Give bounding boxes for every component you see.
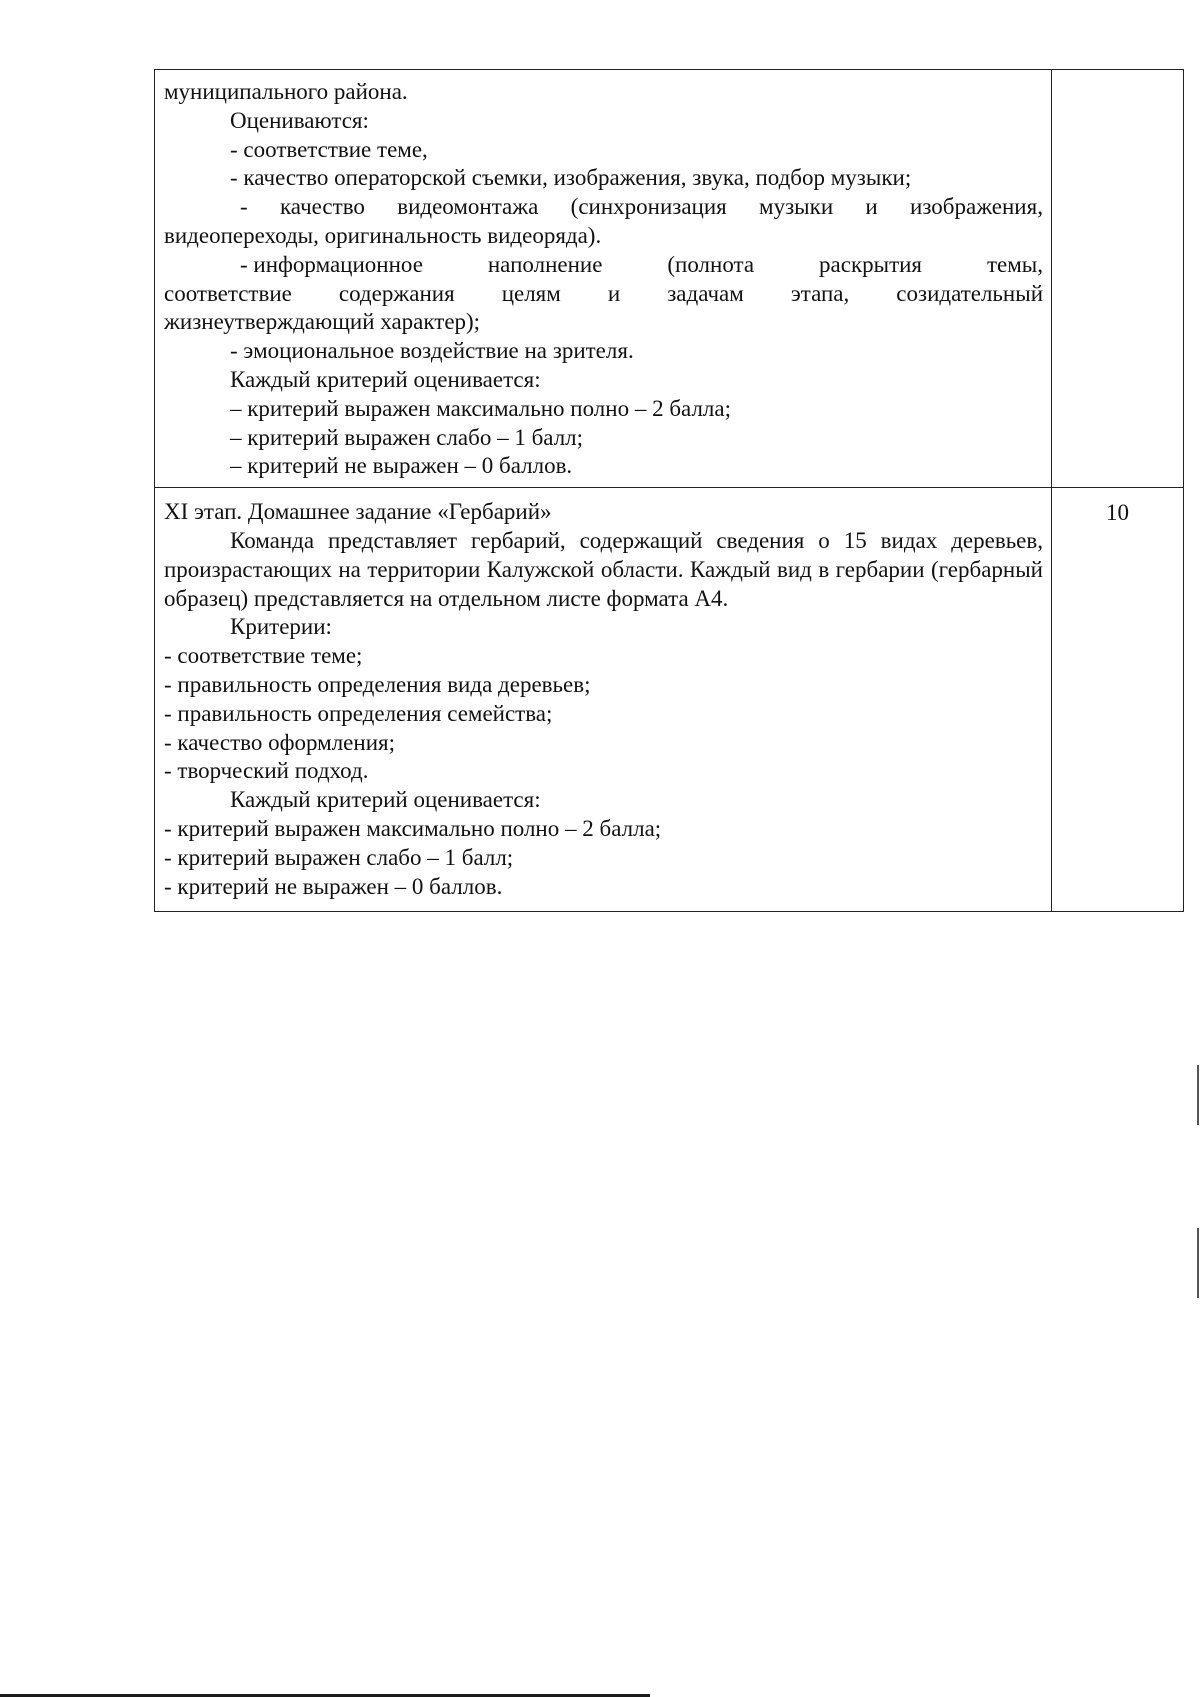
score-cell: 10 [1052,488,1184,912]
word: задачам [667,280,744,306]
word: (полнота [667,251,755,277]
criterion-item: - качество операторской съемки, изображения, звука, подбор музыки; [230,165,912,191]
criterion-item: - творческий подход. [164,758,369,784]
criterion-item: - правильность определения семейства; [164,700,553,726]
info-criterion-line1 [164,251,1043,280]
stage-title: XI этап. Домашнее задание «Гербарий» [164,499,552,525]
word: качество [279,194,365,220]
word: раскрытия [819,251,923,277]
word: целям [501,280,561,306]
word: музыки [759,194,834,220]
scoring-item: - критерий выражен слабо – 1 балл; [164,844,514,870]
stage-description-cell [155,70,1052,488]
scoring-item: – критерий не выражен – 0 баллов. [230,453,573,479]
word: видеомонтажа [397,194,539,220]
each-criterion-heading: Каждый критерий оценивается: [230,366,541,392]
criterion-item: - соответствие теме; [164,643,363,669]
info-criterion-line2 [164,280,1043,309]
scoring-item: – критерий выражен слабо – 1 балл; [230,424,584,450]
scoring-item: - критерий не выражен – 0 баллов. [164,873,503,899]
table-row-herbarium-stage [155,488,1184,912]
criterion-item: - правильность определения вида деревьев; [164,671,591,697]
emotional-criterion: - эмоциональное воздействие на зрителя. [230,338,634,364]
each-criterion-heading: Каждый критерий оценивается: [230,787,541,813]
word: - [240,194,248,220]
stage-description: Команда представляет гербарий, содержащий сведения о 15 видах деревьев, произрастающих на территории Калужской области. Каждый вид в гербарии (гербарный образец) представляется на отдельном листе формата А4. [164,527,1043,611]
score-cell [1052,70,1184,488]
stage-description-cell [155,488,1052,912]
word: соответствие [164,280,292,306]
montage-criterion-line2: видеопереходы, оригинальность видеоряда). [164,222,602,248]
scoring-item: – критерий выражен максимально полно – 2 балла; [230,395,732,421]
word: содержания [338,280,455,306]
word: созидательный [896,280,1043,306]
word: (синхронизация [570,194,727,220]
evaluated-heading: Оцениваются: [230,107,369,133]
criterion-item: - соответствие теме, [230,136,428,162]
word: этапа, [790,280,850,306]
continuation-text: муниципального района. [164,79,408,104]
word: - информационное [240,251,423,277]
word: наполнение [487,251,603,277]
word: изображения, [910,194,1043,220]
word: темы, [986,251,1043,277]
evaluation-table [154,69,1184,912]
montage-criterion-line1 [164,193,1043,222]
word: и [607,280,621,306]
scoring-item: - критерий выражен максимально полно – 2 балла; [164,815,662,841]
scan-edge-mark [1197,1228,1199,1298]
criterion-item: - качество оформления; [164,729,395,755]
scan-edge-mark [1197,1065,1199,1125]
criteria-heading: Критерии: [230,614,332,640]
info-criterion-line3: жизнеутверждающий характер); [164,309,481,335]
table-row-video-stage [155,70,1184,488]
word: и [865,194,878,220]
